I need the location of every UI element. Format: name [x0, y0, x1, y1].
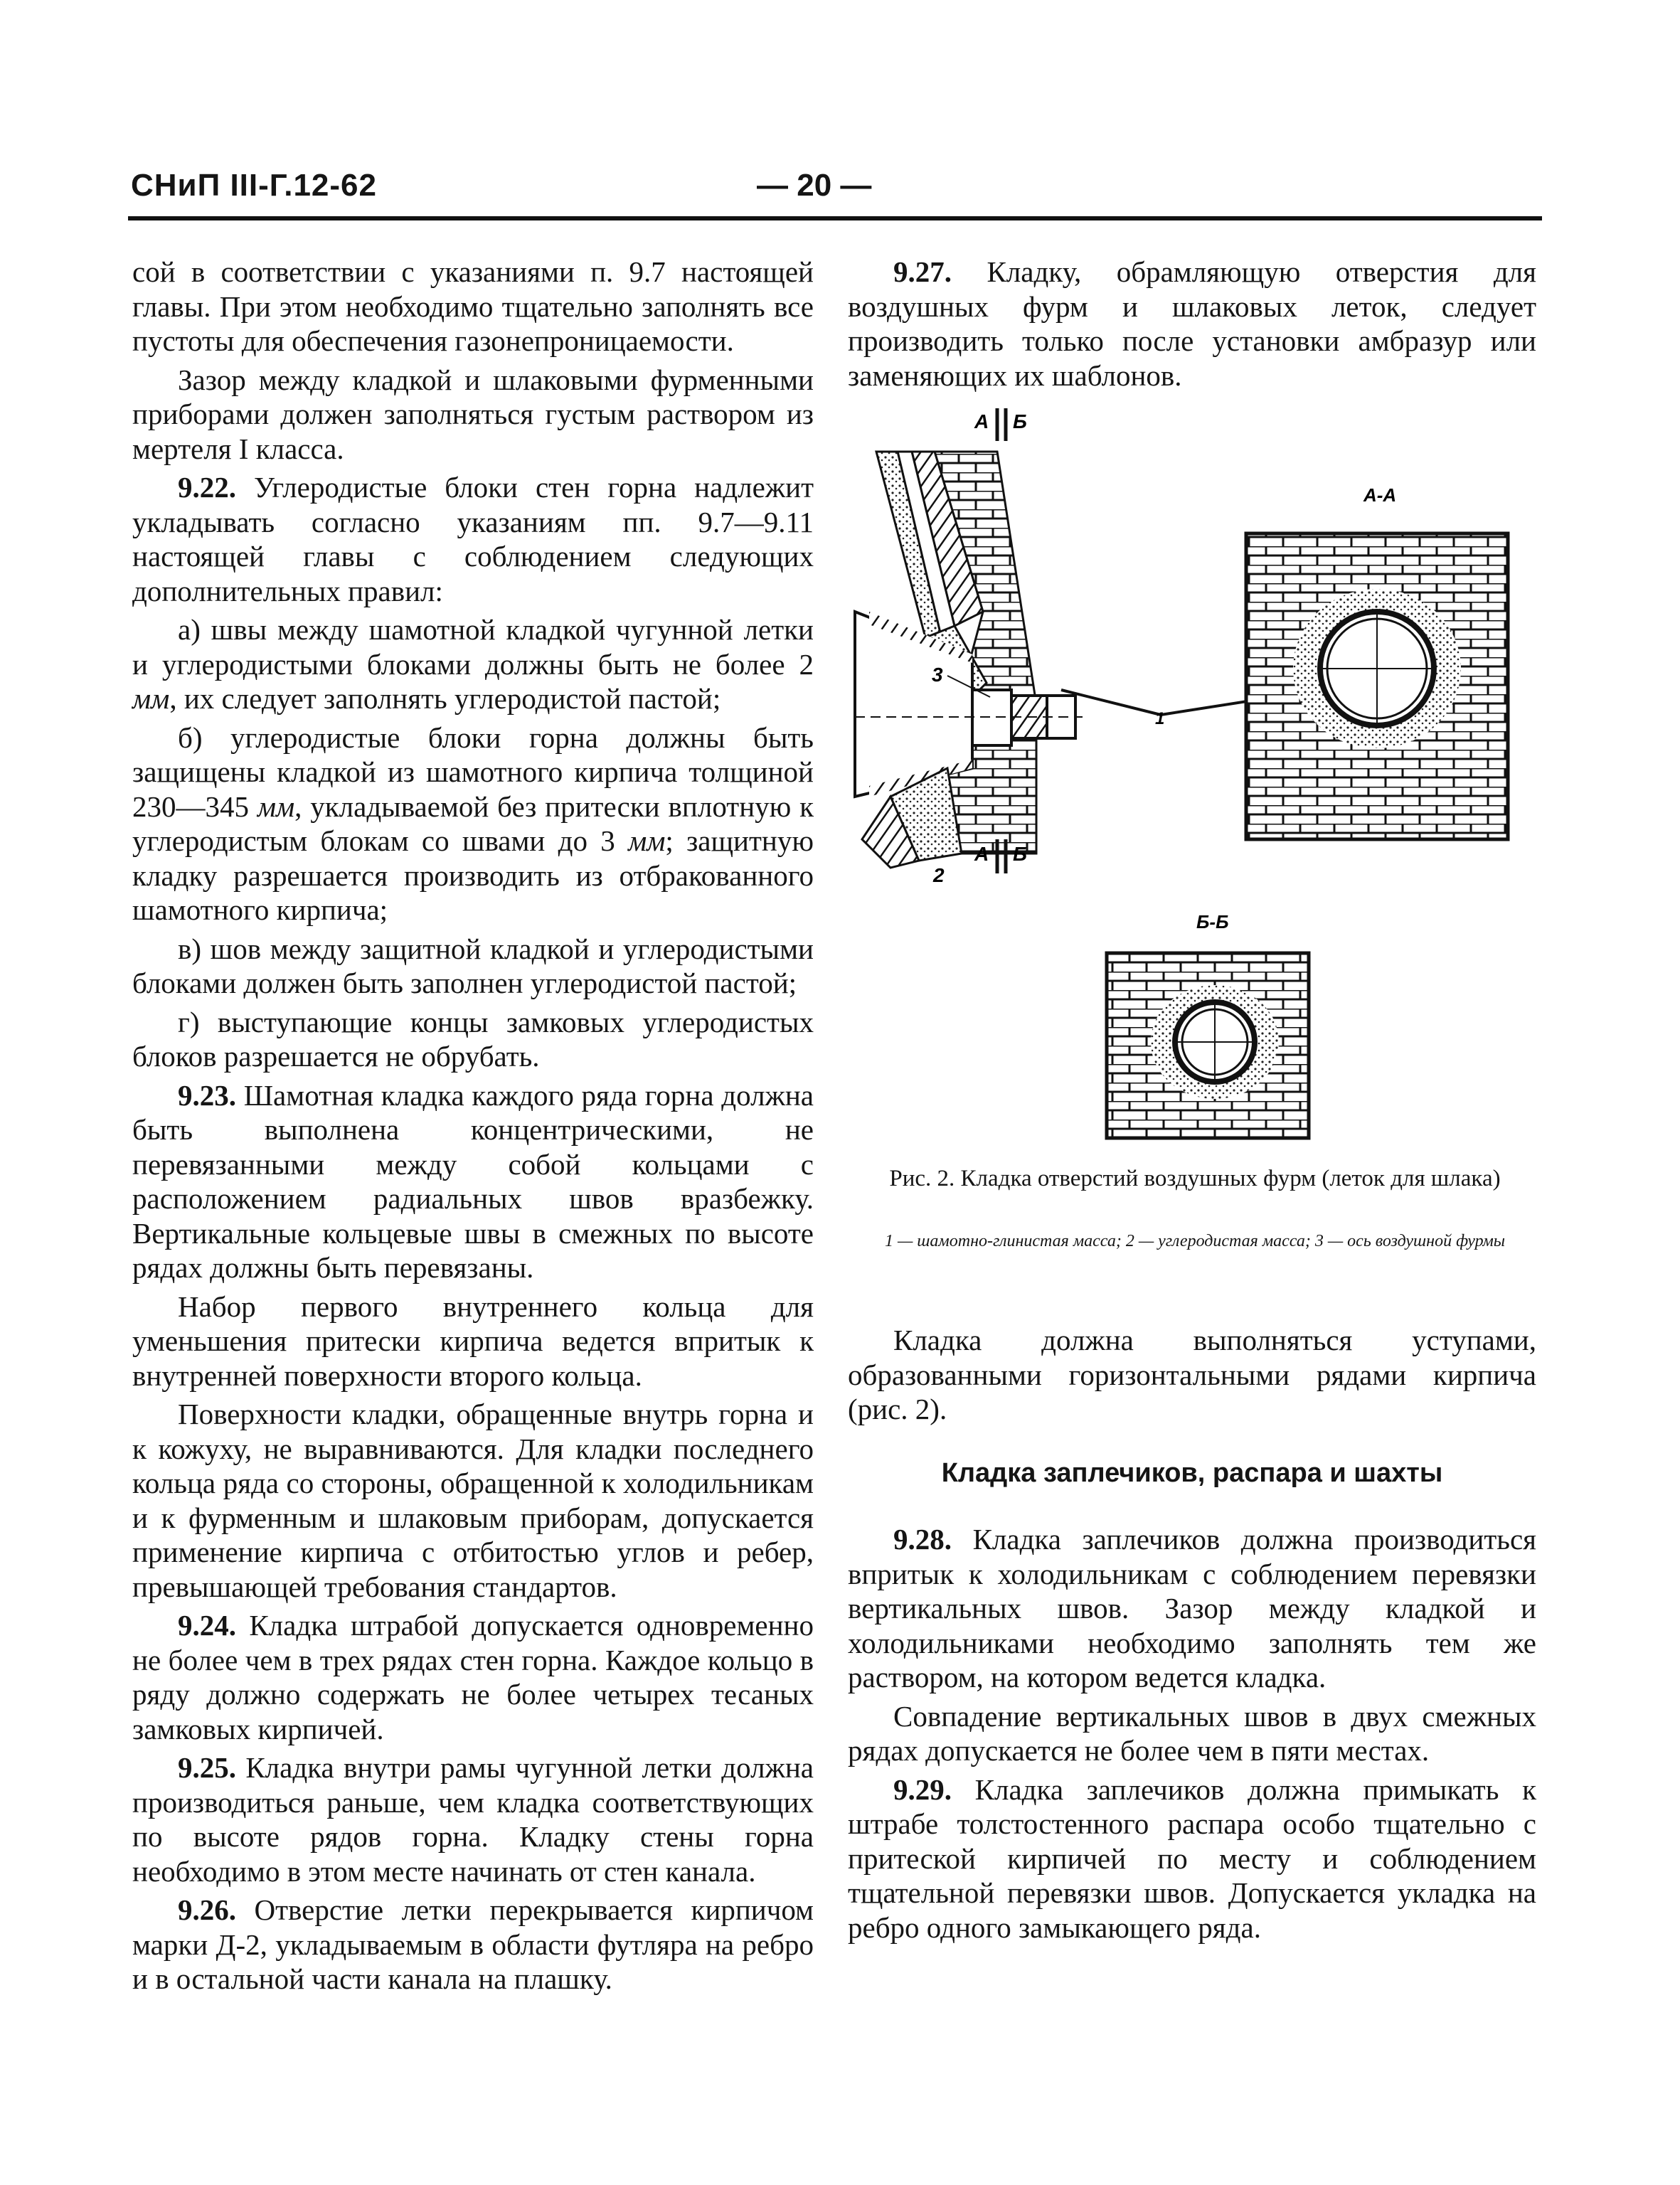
right-column-bottom — [848, 1522, 1536, 1949]
section-a-a — [1246, 484, 1508, 839]
paragraph: Зазор между кладкой и шлаковыми фурменными приборами должен заполняться густым раствором из мертеля I класса. — [132, 363, 814, 465]
svg-text:А-А: А-А — [1363, 484, 1397, 506]
section-number: 9.29. — [893, 1772, 952, 1806]
paragraph: Набор первого внутреннего кольца для уменьшения притески кирпича ведется впритык к внутренней поверхности второго кольца. — [132, 1290, 814, 1392]
svg-text:Б: Б — [1013, 410, 1027, 432]
page-number: — 20 — — [757, 168, 872, 203]
section-number: 9.26. — [178, 1893, 236, 1926]
document-code: СНиП III-Г.12-62 — [131, 168, 377, 203]
section-number: 9.23. — [178, 1078, 236, 1112]
list-item: г) выступающие концы замковых углеродистых блоков разрешается не обрубать. — [132, 1005, 814, 1073]
list-item: б) углеродистые блоки горна должны быть защищены кладкой из шамотного кирпича толщиной 230—345 мм, укладываемой без притески вплотную к углеродистым блокам со швами до 3 мм; защитную кладку разрешается производить из отбракованного шамотного кирпича; — [132, 721, 814, 926]
svg-text:А: А — [974, 843, 989, 865]
header-rule — [128, 216, 1542, 220]
section-9-22: 9.22. Углеродистые блоки стен горна надлежит укладывать согласно указаниям пп. 9.7—9.11 настоящей главы с соблюдением следующих дополнительных правил: — [132, 471, 814, 607]
section-b-b — [1107, 911, 1309, 1138]
paragraph: Совпадение вертикальных швов в двух смежных рядах допускается не более чем в пяти местах. — [848, 1699, 1536, 1767]
section-marker-top — [974, 408, 1027, 441]
figure-legend: 1 — шамотно-глинистая масса; 2 — углеродистая масса; 3 — ось воздушной фурмы — [884, 1232, 1506, 1250]
section-9-23: 9.23. Шамотная кладка каждого ряда горна должна быть выполнена концентрическими, не перевязанными между собой кольцами с расположением радиальных швов вразбежку. Вертикальные кольцевые швы в смежных по высоте рядах должны быть перевязаны. — [132, 1078, 814, 1284]
section-number: 9.25. — [178, 1751, 236, 1784]
svg-text:Б-Б: Б-Б — [1196, 911, 1229, 932]
section-number: 9.28. — [893, 1523, 952, 1556]
paragraph: Поверхности кладки, обращенные внутрь горна и к кожуху, не выравниваются. Для кладки последнего кольца ряда со стороны, обращенной к холодильникам и к фурменным и шлаковым приборам, допускается применение кирпича с отбитостью углов и ребер, превышающей требования стандартов. — [132, 1398, 814, 1603]
svg-text:2: 2 — [933, 864, 945, 886]
section-9-28: 9.28. Кладка заплечиков должна производиться впритык к холодильникам с соблюдением перевязки вертикальных швов. Зазор между кладкой и холодильниками необходимо заполнять тем же раствором, на котором ведется кладка. — [848, 1523, 1536, 1694]
svg-text:3: 3 — [932, 664, 943, 686]
section-9-29: 9.29. Кладка заплечиков должна примыкать к штрабе толстостенного распара особо тщательно с притеской кирпичей по месту и соблюдением тщательной перевязки швов. Допускается укладка на ребро одного замыкающего ряда. — [848, 1772, 1536, 1944]
paragraph-after-figure: Кладка должна выполняться уступами, образованными горизонтальными рядами кирпича (рис. 2). — [848, 1324, 1536, 1425]
left-column — [132, 255, 814, 2001]
section-9-27: 9.27. Кладку, обрамляющую отверстия для воздушных фурм и шлаковых леток, следует производить только после установки амбразур или заменяющих их шаблонов. — [848, 255, 1537, 392]
section-9-26: 9.26. Отверстие летки перекрывается кирпичом марки Д-2, укладываемым в области футляра на ребро и в остальной части канала на плашку. — [132, 1893, 814, 1995]
list-item: а) швы между шамотной кладкой чугунной летки и углеродистыми блоками должны быть не более 2 мм, их следует заполнять углеродистой пастой; — [132, 613, 814, 715]
right-column-top — [848, 255, 1536, 397]
paragraph: сой в соответствии с указаниями п. 9.7 настоящей главы. При этом необходимо тщательно заполнять все пустоты для обеспечения газонепроницаемости. — [132, 255, 814, 357]
svg-text:А: А — [974, 410, 989, 432]
section-heading: Кладка заплечиков, распара и шахты — [941, 1458, 1443, 1488]
list-item: в) шов между защитной кладкой и углеродистыми блоками должен быть заполнен углеродистой пастой; — [132, 932, 814, 999]
section-9-24: 9.24. Кладка штрабой допускается одновременно не более чем в трех рядах стен горна. Каждое кольцо в ряду должно содержать не более четырех тесаных замковых кирпичей. — [132, 1609, 814, 1745]
figure-2 — [848, 398, 1536, 1287]
page-header — [131, 162, 1539, 219]
svg-text:Б: Б — [1013, 843, 1027, 865]
side-section-drawing — [855, 452, 1275, 886]
section-number: 9.24. — [178, 1609, 236, 1642]
section-number: 9.22. — [178, 471, 236, 504]
section-9-25: 9.25. Кладка внутри рамы чугунной летки должна производиться раньше, чем кладка соответствующих по высоте рядов горна. Кладку стены горна необходимо в этом месте начинать от стен канала. — [132, 1751, 814, 1888]
figure-caption: Рис. 2. Кладка отверстий воздушных фурм (леток для шлака) — [889, 1166, 1501, 1191]
section-number: 9.27. — [893, 255, 952, 288]
svg-text:1: 1 — [1155, 709, 1165, 728]
